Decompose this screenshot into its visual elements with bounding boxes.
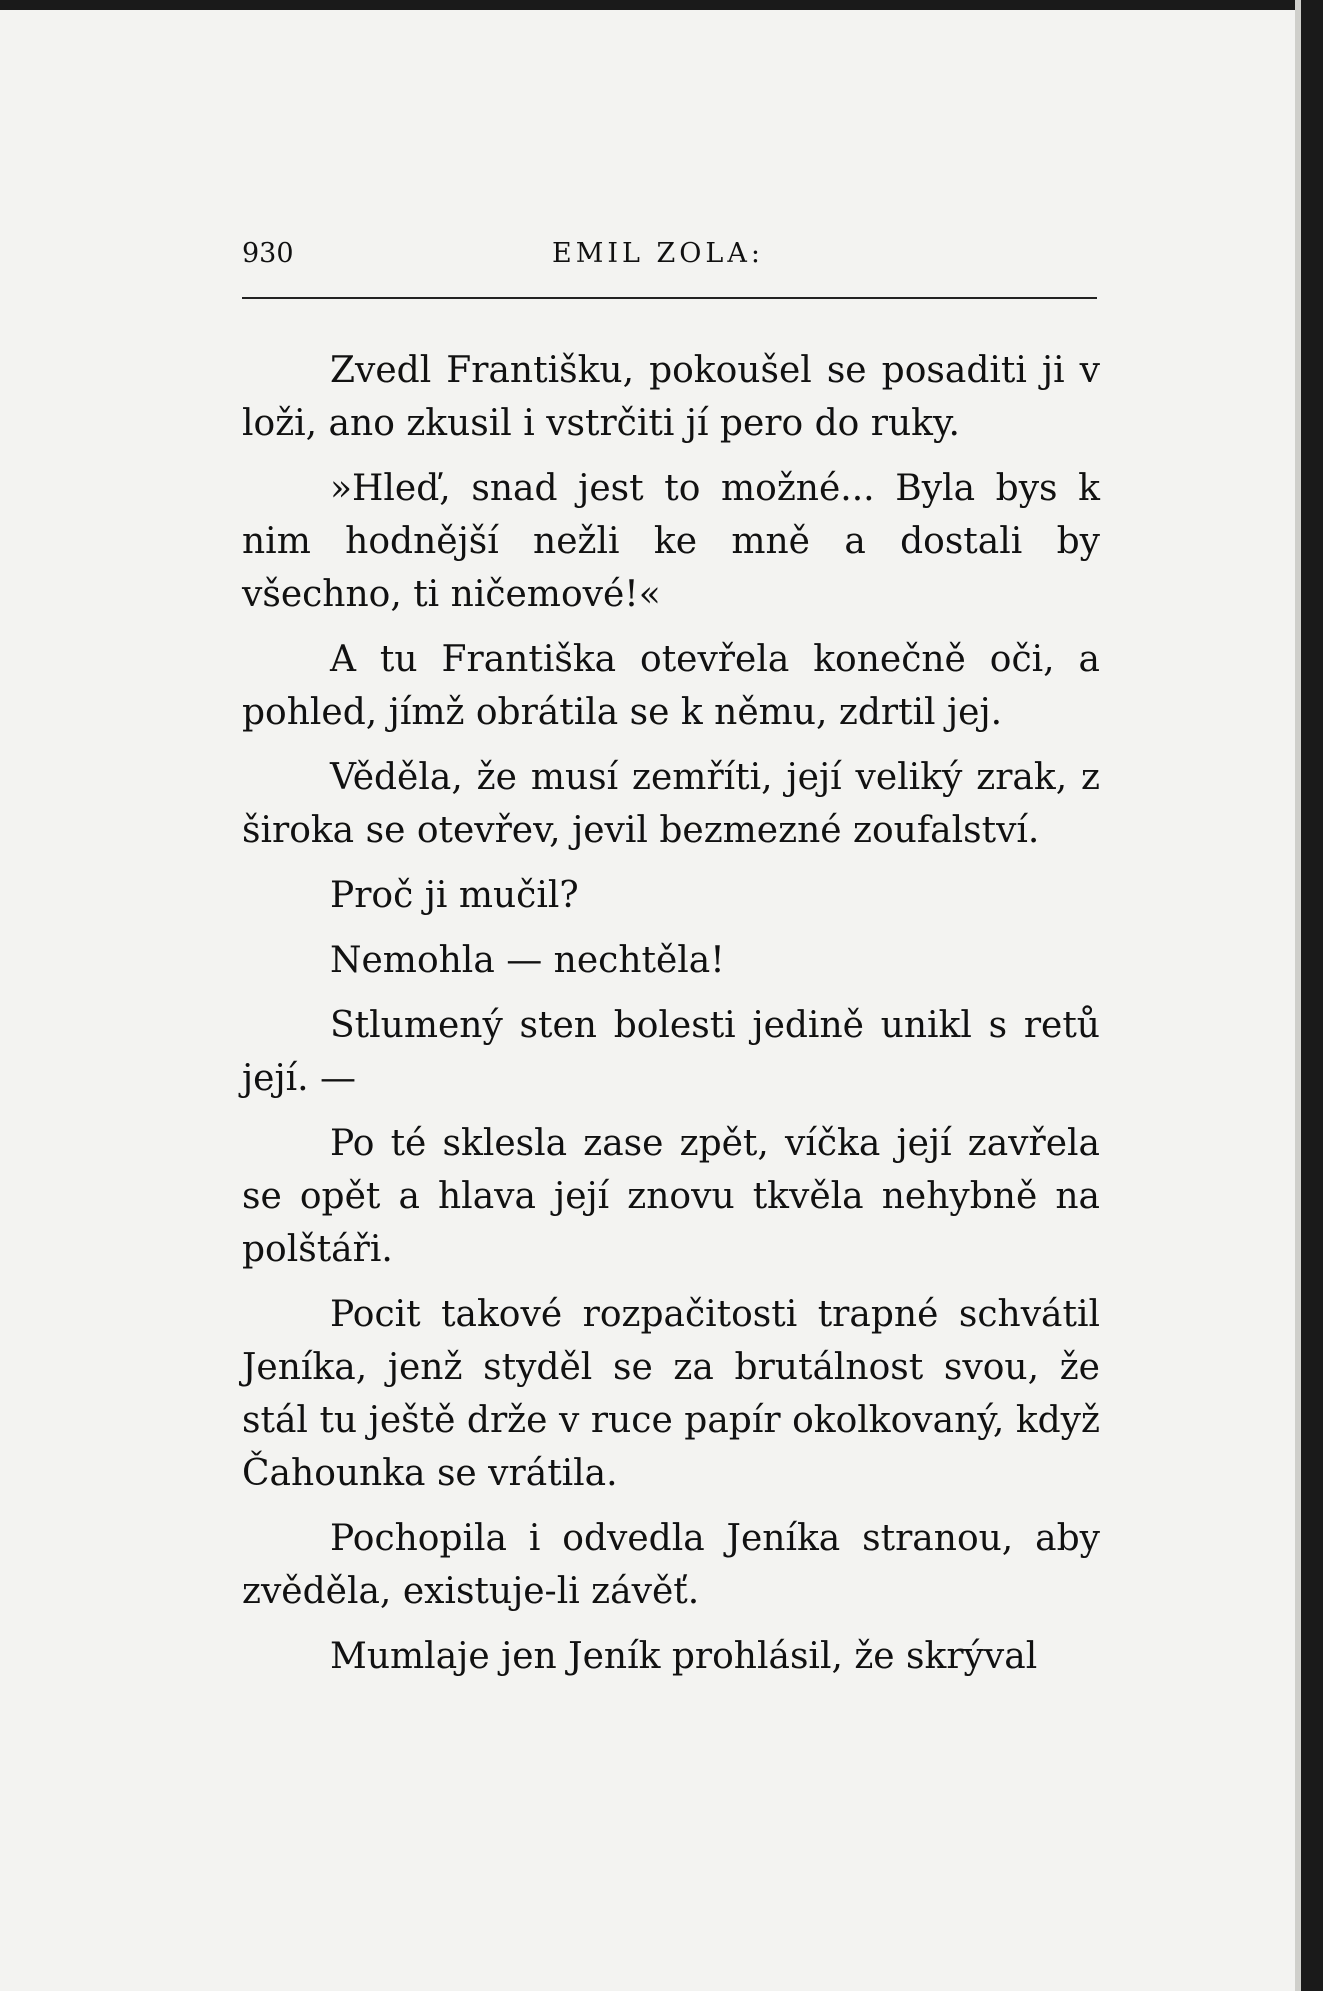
- paragraph: Mumlaje jen Jeník prohlásil, že skrýval: [330, 1636, 1038, 1677]
- running-head: [242, 232, 1102, 276]
- paragraph: Zvedl Františku, pokoušel se posaditi ji v loži, ano zkusil i vstrčiti jí pero do ruky.: [242, 350, 1100, 444]
- scan-edge-top: [0, 0, 1323, 10]
- paragraph: Pocit takové rozpačitosti trapné schvátil Jeníka, jenž styděl se za brutálnost svou, že stál tu ještě drže v ruce papír okolkovaný, když Čahounka se vrátila.: [242, 1294, 1100, 1494]
- paragraph: Pochopila i odvedla Jeníka stranou, aby zvěděla, existuje-li závěť.: [242, 1518, 1100, 1612]
- paragraph: Stlumený sten bolesti jedině unikl s retů její. —: [242, 1005, 1100, 1099]
- paragraph: »Hleď, snad jest to možné... Byla bys k nim hodnější nežli ke mně a dostali by všechno, ti ničemové!«: [242, 468, 1100, 615]
- body-text: [242, 344, 1100, 1695]
- running-head-title: EMIL ZOLA:: [552, 238, 764, 269]
- page-number: 930: [242, 238, 294, 269]
- book-page: [242, 232, 1102, 1677]
- paragraph: Nemohla — nechtěla!: [330, 940, 725, 981]
- header-rule: [242, 297, 1097, 299]
- paragraph: A tu Františka otevřela konečně oči, a pohled, jímž obrátila se k němu, zdrtil jej.: [242, 639, 1100, 733]
- scan-edge-right: [1301, 0, 1323, 1991]
- paragraph: Proč ji mučil?: [330, 875, 579, 916]
- paragraph: Věděla, že musí zemříti, její veliký zrak, z široka se otevřev, jevil bezmezné zoufalství.: [242, 757, 1100, 851]
- paragraph: Po té sklesla zase zpět, víčka její zavřela se opět a hlava její znovu tkvěla nehybně na polštáři.: [242, 1123, 1100, 1270]
